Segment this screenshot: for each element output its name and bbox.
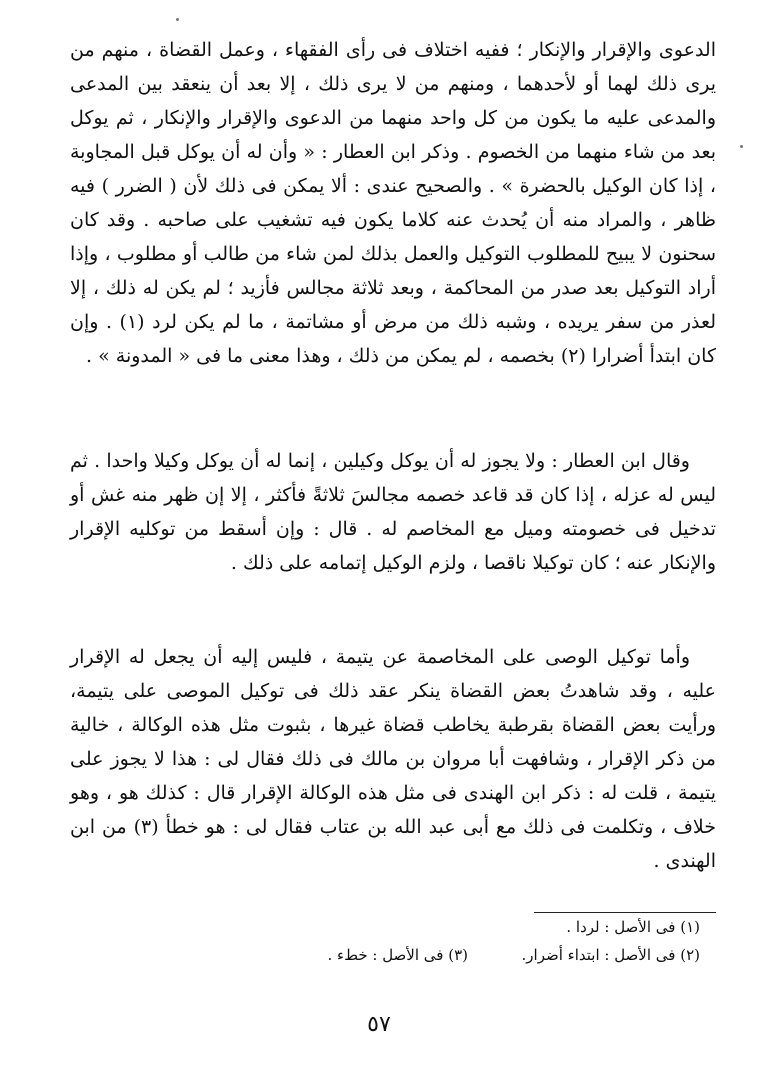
paragraph-text: وقال ابن العطار : ولا يجوز له أن يوكل وكيلين ، إنما له أن يوكل وكيلا واحدا . ثم ليس له عزله ، إذا كان قد قاعد خصمه مجالسَ ثلاثةً فأكثر ، إلا إن ظهر منه غش أو تدخيل فى خصومته وميل مع المخاصم له . قال : وإن أسقط من توكليه الإقرار والإنكار عنه ؛ كان توكيلا ناقصا ، ولزم الوكيل إتمامه على ذلك .: [70, 450, 716, 574]
footnote-3: (٣) فى الأصل : خطء .: [327, 946, 468, 964]
body-paragraph-3: [70, 640, 716, 878]
footnote-separator: [534, 912, 716, 913]
paragraph-text: الدعوى والإقرار والإنكار ؛ ففيه اختلاف فى رأى الفقهاء ، وعمل القضاة ، منهم من يرى ذلك لهما أو لأحدهما ، ومنهم من لا يرى ذلك ، إلا بعد أن ينعقد بين المدعى والمدعى عليه ما يكون من كل واحد منهما من الدعوى والإقرار والإنكار ، ثم يوكل بعد من شاء منهما من الخصوم . وذكر ابن العطار : « وأن له أن يوكل قبل المجاوبة ، إذا كان الوكيل بالحضرة » . والصحيح عندى : ألا يمكن فى ذلك لأن ( الضرر ) فيه ظاهر ، والمراد منه أن يُحدث عنه كلاما يكون فيه تشغيب على صاحبه . وقد كان سحنون لا يبيح للمطلوب التوكيل والعمل بذلك لمن شاء من طالب أو مطلوب ، وإذا أراد التوكيل بعد صدر من المحاكمة ، وبعد ثلاثة مجالس فأزيد ؛ لم يكن له ذلك ، إلا لعذر من سفر يريده ، وشبه ذلك من مرض أو مشاتمة ، ما لم يكن لرد (١) . وإن كان ابتدأ أضرارا (٢) بخصمه ، لم يمكن من ذلك ، وهذا معنى ما فى « المدونة » .: [70, 39, 716, 367]
page-number: ٥٧: [367, 1012, 391, 1037]
footnote-2: (٢) فى الأصل : ابتداء أضرار.: [521, 946, 700, 964]
body-paragraph-2: [70, 444, 716, 580]
body-paragraph-1: [70, 33, 716, 373]
footnote-1: (١) فى الأصل : لردا .: [566, 918, 700, 936]
scan-speck: [176, 18, 179, 21]
scan-speck: [740, 145, 743, 148]
paragraph-text: وأما توكيل الوصى على المخاصمة عن يتيمة ، فليس إليه أن يجعل له الإقرار عليه ، وقد شاهدتُ بعض القضاة ينكر عقد ذلك فى توكيل الموصى على يتيمة، ورأيت بعض القضاة بقرطبة يخاطب قضاة غيرها ، بثبوت مثل هذه الوكالة ، خالية من ذكر الإقرار ، وشافهت أبا مروان بن مالك فى ذلك فقال لى : هذا لا يجوز على يتيمة ، قلت له : ذكر ابن الهندى فى مثل هذه الوكالة الإقرار قال : كذلك هو ، وهو خلاف ، وتكلمت فى ذلك مع أبى عبد الله بن عتاب فقال لى : هو خطأ (٣) من ابن الهندى .: [70, 646, 716, 872]
